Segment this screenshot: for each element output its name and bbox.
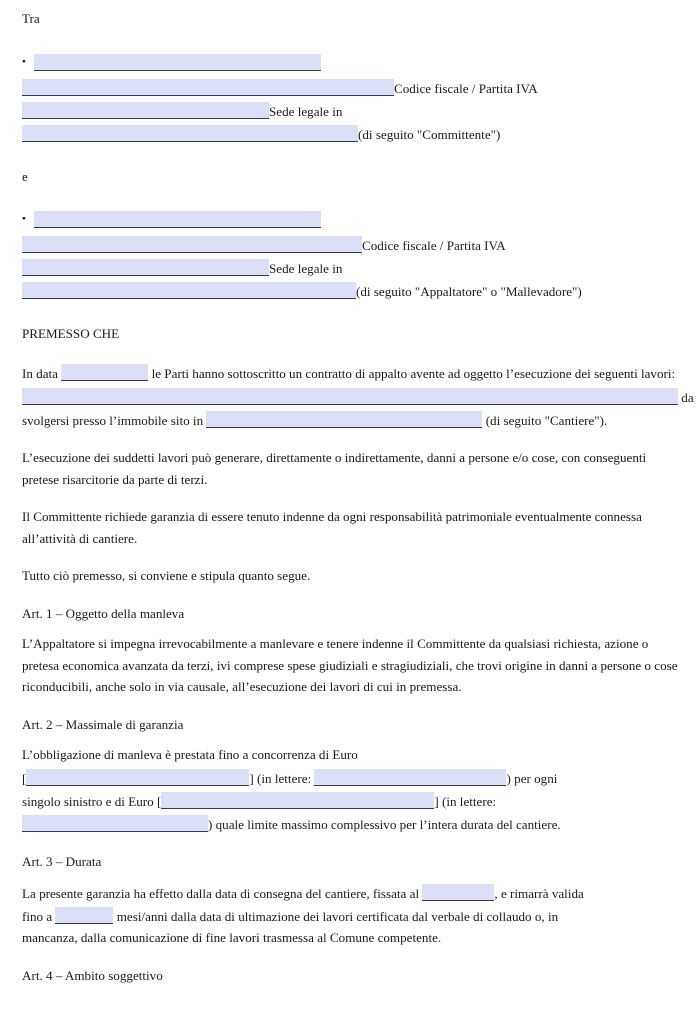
site-row [22,408,678,431]
art2-line-1: L’obbligazione di manleva è prestata fino a concorrenza di Euro [22,747,358,762]
in-data-label: In data [22,365,58,381]
art3-line-3: mancanza, dalla comunicazione di fine lavori trasmessa al Comune competente. [22,930,442,945]
spacer [22,835,678,851]
art1-body: L’Appaltatore si impegna irrevocabilmente a manlevare e tenere indenne il Committente da qualsiasi richiesta, azione o pretesa economica avanzata da terzi, ivi comprese spese giudiziali e stragiudiziali, che trovi origine in danni a persone o cose riconducibili, anche solo in via causale, all’esecuzione dei lavori di cui in premessa. [22,636,678,694]
works-tail-label: da [681,390,694,405]
close-bracket-2: ] [434,793,439,809]
spacer [22,490,678,506]
committente-role-label: (di seguito "Committente") [358,126,501,142]
premesso-heading: PREMESSO CHE [22,326,120,341]
party-committente-block [22,51,678,145]
art2-words2-row [22,812,678,835]
appaltatore-sede-row [22,256,678,279]
amount-total-field[interactable] [161,792,434,809]
appaltatore-cf-field[interactable] [22,236,362,253]
committente-cf-label: Codice fiscale / Partita IVA [394,80,538,96]
bullet-icon: • [22,55,26,68]
art2-line3-tail: ) quale limite massimo complessivo per l’intera durata del cantiere. [208,816,561,832]
close-bracket-1: ] [249,770,254,786]
art2-amount1-row [22,766,678,789]
amount-per-sinistro-words-field[interactable] [314,769,506,786]
spacer [22,302,678,323]
appaltatore-cf-label: Codice fiscale / Partita IVA [362,238,506,253]
committente-address-field[interactable] [22,125,358,142]
site-address-field[interactable] [206,411,482,428]
art1-heading: Art. 1 – Oggetto della manleva [22,605,185,621]
spacer [22,624,678,633]
in-lettere-label-1: (in lettere: [257,770,312,786]
amount-total-words-field[interactable] [22,815,208,832]
appaltatore-sede-label: Sede legale in [269,261,343,276]
appaltatore-name-field[interactable] [34,211,321,228]
close-paren-1: ) [506,770,511,786]
spacer [22,187,678,208]
durata-months-field[interactable] [55,907,113,924]
art2-heading: Art. 2 – Massimale di garanzia [22,716,184,732]
art3-line-1 [22,881,678,904]
open-bracket-2: [ [156,793,162,809]
committente-cf-field[interactable] [22,79,394,96]
appaltatore-sede-field[interactable] [22,259,269,276]
party-committente-name-row [22,51,678,72]
spacer [22,345,678,361]
committente-sede-label: Sede legale in [269,103,343,119]
premesso-paragraph-4: Tutto ciò premesso, si conviene e stipula quanto segue. [22,568,311,583]
singolo-sinistro-label: singolo sinistro e di Euro [22,793,154,809]
spacer [22,949,678,965]
in-lettere-label-2: (in lettere: [441,793,497,809]
art2-amount2-row [22,789,678,812]
committente-cf-row [22,76,678,99]
spacer [22,549,678,565]
open-bracket-1: [ [22,770,27,786]
party-appaltatore-block [22,208,678,302]
committente-sede-field[interactable] [22,102,269,119]
committente-sede-row [22,99,678,122]
premesso-paragraph-2: L’esecuzione dei suddetti lavori può generare, direttamente o indirettamente, danni a persone e/o cose, con conseguenti pretese risarcitorie da parte di terzi. [22,450,647,487]
spacer [22,698,678,714]
art4-heading: Art. 4 – Ambito soggettivo [22,967,163,983]
appaltatore-role-label: (di seguito "Appaltatore" o "Mallevadore") [356,284,582,299]
art3-after-months-label: mesi/anni dalla data di ultimazione dei lavori certificata dal verbale di collaudo o, in [116,909,559,924]
art3-line-2 [22,904,678,927]
committente-name-field[interactable] [34,54,321,71]
spacer [22,30,678,51]
works-description-row [22,385,694,408]
site-after-label: (di seguito "Cantiere"). [485,413,608,428]
spacer [22,587,678,603]
premesso-p1-tail: le Parti hanno sottoscritto un contratto di appalto avente ad oggetto l’esecuzione dei seguenti lavori: [151,365,676,381]
spacer [22,145,678,166]
appaltatore-address-field[interactable] [22,282,356,299]
appaltatore-address-row [22,279,678,302]
art3-heading: Art. 3 – Durata [22,853,102,869]
consegna-date-field[interactable] [422,884,494,901]
appaltatore-cf-row [22,233,678,256]
works-description-field[interactable] [22,388,678,405]
and-label: e [22,168,28,184]
party-appaltatore-name-row [22,208,678,229]
per-ogni-label: per ogni [514,770,558,786]
site-before-label: svolgersi presso l’immobile sito in [22,413,204,428]
premesso-paragraph-3: Il Committente richiede garanzia di essere tenuto indenne da ogni responsabilità patrimoniale eventualmente connessa all’attività di cantiere. [22,509,642,546]
premesso-paragraph-1 [22,361,678,385]
committente-address-row [22,122,678,145]
art3-after-date-label: , e rimarrà valida [494,886,584,901]
bullet-icon: • [22,213,26,225]
spacer [22,431,678,447]
between-label: Tra [22,11,40,26]
art3-before-date-label: La presente garanzia ha effetto dalla data di consegna del cantiere, fissata al [22,886,420,901]
spacer [22,872,678,881]
fino-a-label: fino a [22,909,53,924]
spacer [22,735,678,744]
contract-date-field[interactable] [61,364,148,381]
amount-per-sinistro-field[interactable] [26,769,249,786]
